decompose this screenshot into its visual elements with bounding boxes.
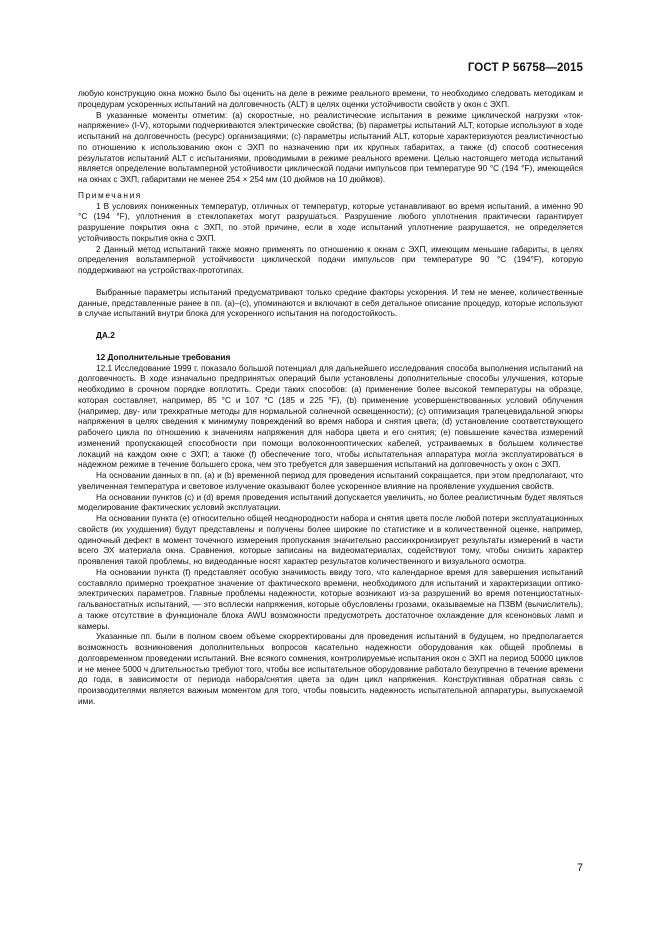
paragraph-acceleration-factors: Выбранные параметры испытаний предусматривают только средние факторы ускорения. И тем не менее, количественные данные, представленные ранее в пп. (а)–(с), упоминаются и включают в себя детальное описание процедур, которые используют в случае испытаний внутри блока для ускоренного испытания на погодостойкость. [78, 286, 583, 319]
document-header: ГОСТ Р 56758—2015 [467, 62, 583, 74]
section-heading: ДА.2 [96, 330, 115, 340]
spacer [78, 276, 583, 287]
paragraph-items-c-d: На основании пунктов (с) и (d) время проведения испытаний допускается увеличить, но более реалистичным будет являться моделирование фактических условий эксплуатации. [78, 491, 583, 513]
spacer [78, 341, 583, 352]
paragraph-continuation: любую конструкцию окна можно было бы оценить на деле в режиме реального времени, то необходимо следовать методикам и процедурам ускоренных испытаний на долговечность (ALT) в целях оценки устойчивости свойств у окон с ЭХП. [78, 88, 583, 109]
paragraph-items-a-b: На основании данных в пп. (а) и (b) временной период для проведения испытаний сокращается, при этом предполагают, что увеличенная температура и световое излучение оказывают более ускоренное влияние на проявление ухудшения свойств. [78, 470, 583, 491]
page-number: 7 [576, 862, 583, 874]
note-1: 1 В условиях пониженных температур, отличных от температур, которые устанавливают во время испытаний, а именно 90 °С (194 °F), уплотнения в стеклопакетах могут разрушаться. Разрушение любого уплотнения практически гарантирует разрушение покрытия окна с ЭХП, по этой причине, если в ходе испытаний уплотнение разрушается, не определяется устойчивость покрытия окна с ЭХП. [78, 200, 583, 243]
paragraph-12-1: 12.1 Исследование 1999 г. показало большой потенциал для дальнейшего исследования способа выполнения испытаний на долговечность. В ходе изначально предпринятых операций были установлены дополнительные способы улучшения, которые необходимо в срочном порядке воплотить. Среди таких способов: (а) применение более высокой температуры на образце, которая составляет, например, 85 °С и 107 °С (185 и 225 °F), (b) применение усовершенствованных условий облучения (например, дву- или трехкратные методы для нормальной солнечной освещенности); (с) оптимизация трапецевидальной эпюры напряжения в целях сведения к минимуму повреждений во время набора и снятия цвета; (d) установление соответствующего рабочего цикла по отношению к значениям напряжения для набора цвета и его снятия; (е) повышение качества измерений изменений пропускающей способности при помощи волоконнооптических кабелей, устраиваемых в большем количестве локаций на каждом окне с ЭХП; а также (f) обеспечение того, чтобы испытательная аппаратура могла эксплуатироваться в надежном режиме в течение большего срока, чем это требуется для завершения испытаний на долговечность у окон с ЭХП. [78, 362, 583, 470]
notes-title: Примечания [78, 189, 142, 200]
subsection-heading: 12 Дополнительные требования [96, 351, 231, 362]
note-2: 2 Данный метод испытаний также можно применять по отношению к окнам с ЭХП, имеющим меньшие габариты, в целях определения вольтамперной устойчивости циклической подачи импульсов при температуре 90 °С (194°F), которую поддерживают на устройствах-прототипах. [78, 243, 583, 275]
paragraph-item-f: На основании пункта (f) представляет особую значимость ввиду того, что календарное время для завершения испытаний составляло примерно троекратное значение от фактического времени, необходимого для испытаний и характеризации оптико-электрических параметров. Главные проблемы надежности, которые возникают из-за разрушений во время потенциостатных-гальваностатных испытаний, — это всплески напряжения, которые обусловлены грозами, оказываемые на ПЗВМ (вычислитель), а также отсутствие в функционале блока AWU возможности предусмотреть достаточное охлаждение для ксеноновых ламп и камеры. [78, 566, 583, 631]
paragraph-item-e: На основании пункта (е) относительно общей неоднородности набора и снятия цвета после любой потери эксплуатационных свойств (их ухудшения) будут представлены и получены более широкие по статистике и в количественной оценке, например, одиночный дефект в момент точечного измерения пропускания значительно рассинхронизирует результаты измерений в части всего ЭХ материала окна. Сравнения, которые записаны на видеоматериалах, содействуют тому, чтобы снизить характер проявления такой проблемы, но видеоданные носят характер результатов количественного и визуального осмотра. [78, 513, 583, 566]
document-body [78, 88, 583, 707]
paragraph-conclusion: Указанные пп. были в полном своем объеме скорректированы для проведения испытаний в будущем, но предполагается возможность возникновения дополнительных вопросов касательно надежности оборудования как общей проблемы в долговременном проведении испытаний. Вне всякого сомнения, контролируемые испытания окон с ЭХП на период 50000 циклов и не менее 5000 ч длительностью требуют того, чтобы все испытательное оборудование работало безупречно в течение времени до года, в зависимости от периода набора/снятия цвета за один цикл напряжения. Конструктивная обратная связь с производителями является важным моментом для того, чтобы повысить надежность испытательной аппаратуры, выпускаемой ими. [78, 631, 583, 706]
spacer [78, 319, 583, 330]
paragraph-test-parameters: В указанные моменты отметим: (а) скоростные, но реалистические испытания в режиме циклической нагрузки «ток-напряжение» (I-V), которыми подчеркиваются электрические свойства; (b) параметры испытаний ALT, которые используют в ходе испытаний на долговечность (ресурс) организациями; (с) параметры испытаний ALT, которые характеризуются реалистичностью по отношению к использованию окон с ЭХП по назначению при их крупных габаритах, а также (d) способ соотнесения результатов испытаний ALT с испытаниями, проводимыми в режиме реального времени. Целью настоящего метода испытаний является определение вольтамперной устойчивости циклической подачи импульсов при температуре 90 °С (194 °F), имеющейся на окнах с ЭХП, габаритами не менее 254 × 254 мм (10 дюймов на 10 дюймов). [78, 109, 583, 184]
